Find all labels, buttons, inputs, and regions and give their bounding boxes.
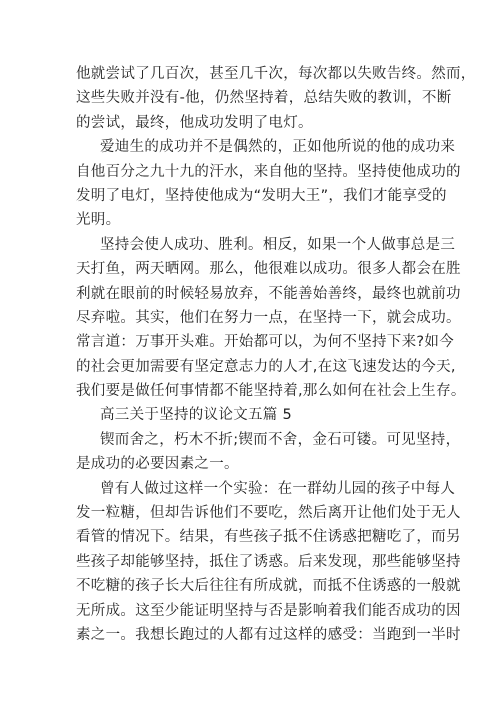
paragraph-start-line: 锲而舍之，朽木不折;锲而不舍，金石可镂。可见坚持， <box>100 431 461 448</box>
text-line: 这些失败并没有-他，仍然坚持着，总结失败的教训，不断 <box>76 90 452 107</box>
text-line: 自他百分之九十九的汗水，来自他的坚持。坚持使他成功的 <box>76 163 461 180</box>
text-line: 光明。 <box>76 212 121 229</box>
text-line: 发一粒糖，但却告诉他们不要吃，然后离开让他们处于无人 <box>76 505 461 522</box>
text-line: 天打鱼，两天晒网。那么，他很难以成功。很多人都会在胜 <box>76 261 461 278</box>
text-line: 看管的情况下。结果，有些孩子抵不住诱惑把糖吃了，而另 <box>76 529 461 546</box>
text-line: 不吃糖的孩子长大后往往有所成就，而抵不住诱惑的一般就 <box>76 578 461 595</box>
text-line: 我们要是做任何事情都不能坚持着,那么如何在社会上生存。 <box>76 383 466 400</box>
text-line: 他就尝试了几百次，甚至几千次，每次都以失败告终。然而， <box>76 66 476 82</box>
paragraph-start-line: 爱迪生的成功并不是偶然的，正如他所说的他的成功来 <box>100 139 456 156</box>
text-line: 的社会更加需要有坚定意志力的人才,在这飞速发达的今天, <box>76 358 456 375</box>
paragraph-start-line: 坚持会使人成功、胜利。相反，如果一个人做事总是三 <box>100 236 456 253</box>
text-line: 些孩子却能够坚持，抵住了诱惑。后来发现，那些能够坚持 <box>76 553 461 570</box>
document-body <box>76 62 476 647</box>
text-line: 无所成。这至少能证明坚持与否是影响着我们能否成功的因 <box>76 602 461 619</box>
section-heading: 高三关于坚持的议论文五篇 5 <box>100 407 293 424</box>
paragraph-start-line: 曾有人做过这样一个实验：在一群幼儿园的孩子中每人 <box>100 480 456 497</box>
text-line: 素之一。我想长跑过的人都有过这样的感受：当跑到一半时 <box>76 626 461 643</box>
text-line: 发明了电灯，坚持使他成为“发明大王”，我们才能享受的 <box>76 187 447 204</box>
text-line: 是成功的必要因素之一。 <box>76 456 239 473</box>
text-line: 的尝试，最终，他成功发明了电灯。 <box>76 114 313 131</box>
text-line: 利就在眼前的时候轻易放弃，不能善始善终，最终也就前功 <box>76 285 461 302</box>
text-line: 常言道：万事开头难。开始都可以，为何不坚持下来?如今 <box>76 334 454 351</box>
text-line: 尽弃啦。其实，他们在努力一点，在坚持一下，就会成功。 <box>76 309 461 326</box>
